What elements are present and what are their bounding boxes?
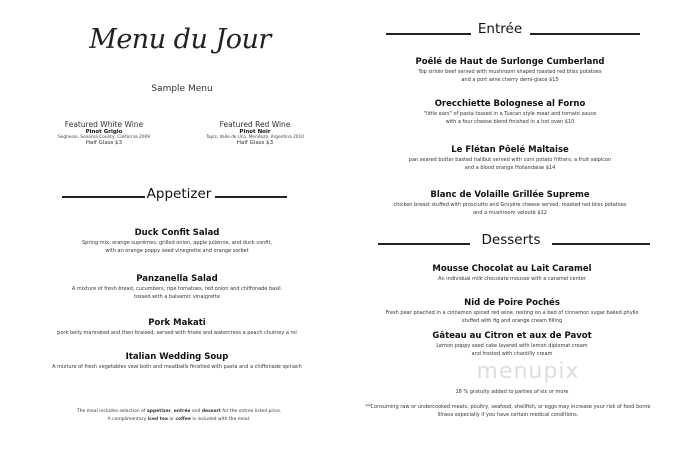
text: A complimentary: [107, 417, 148, 422]
item-name: Gâteau au Citron et aux de Pavot: [432, 331, 592, 341]
menu-item: [432, 264, 591, 283]
item-name: Le Flétan Pôelé Maltaise: [451, 145, 569, 155]
item-name: Duck Confit Salad: [134, 228, 220, 238]
item-desc: A mixture of fresh vegetables veal both and meatballs finished with pasta and a chiffonade spinach: [52, 364, 302, 370]
wine-price: Half Glass $3: [85, 140, 123, 146]
text: dessert: [201, 409, 221, 414]
item-desc: A mixture of fresh bread, cucumbers, ripe tomatoes, red onion and chiffonade basil.: [71, 286, 283, 292]
menu-item: [52, 352, 302, 371]
item-desc: chicken breast stuffed with prosciutto and Gruyère cheese served, roasted red bliss potatoes: [393, 202, 627, 208]
divider: [62, 196, 145, 198]
divider: [530, 33, 640, 35]
text: appetizer: [146, 409, 171, 414]
wine-detail: Seghesio, Sonoma County, California 2009: [58, 135, 150, 140]
divider: [386, 33, 471, 35]
item-desc: stuffed with fig and orange cream filling: [461, 318, 563, 324]
text: or: [167, 417, 176, 422]
text: The meal includes selection of: [76, 409, 147, 414]
wine-heading: Featured White Wine: [64, 120, 144, 129]
item-name: Blanc de Volaille Grillée Supreme: [430, 190, 590, 200]
red-wine: [206, 120, 304, 146]
item-name: Italian Wedding Soup: [125, 352, 229, 362]
wine-heading: Featured Red Wine: [219, 120, 291, 129]
health-warning: [366, 403, 651, 419]
warning-line: illness especially if you have certain medical conditions.: [437, 412, 579, 418]
item-desc: with an orange poppy seed vinegrette and orange sorbet: [105, 248, 249, 254]
text: for the entree listed price.: [220, 409, 282, 414]
menu-item: [416, 57, 605, 84]
menu-item: [385, 298, 638, 325]
item-desc: Top sirloin beef served with mushroom shaped roasted red bliss potatoes: [418, 69, 602, 75]
appetizer-heading: Appetizer: [146, 186, 212, 202]
menu-item: [432, 331, 591, 358]
gratuity-note: 18 % gratuity added to parties of six or more: [455, 389, 569, 395]
item-desc: and a port wine cherry demi-glace $15: [461, 77, 559, 83]
watermark: menupix: [476, 359, 580, 384]
divider: [215, 196, 287, 198]
menu-item: [409, 145, 611, 172]
wine-name: Pinot Noir: [239, 129, 271, 135]
meal-info: [77, 408, 281, 424]
item-desc: Fresh pear poached in a cinnamon spiced red wine, resting on a bed of cinnamon sugar baked phyllo: [385, 310, 639, 316]
wine-name: Pinot Grigio: [85, 129, 123, 135]
item-desc: and a blood orange Hollandaise $14: [464, 165, 556, 171]
item-desc: Lemon poppy seed cake layered with lemon diplomat cream: [436, 343, 588, 349]
entree-heading: Entrée: [477, 21, 523, 37]
text: entrée: [173, 409, 191, 414]
desserts-heading: Desserts: [481, 232, 541, 248]
wine-detail: Tapiz, Valle de Uco, Mendoza, Argentina 2010: [205, 135, 305, 140]
menu-item: [82, 228, 272, 255]
item-desc: An individual milk chocolate mousse with a caramel center: [438, 276, 586, 282]
divider: [552, 243, 650, 245]
item-name: Mousse Chocolat au Lait Caramel: [432, 264, 592, 274]
item-desc: and a mushroom velouté $12: [473, 210, 547, 216]
menu-item: [57, 318, 297, 337]
text: iced tea: [147, 417, 168, 422]
warning-line: **Consuming raw or undercooked meats, poultry, seafood, shellfish, or eggs may increase your risk of food borne: [365, 404, 651, 410]
item-desc: pan seared butter basted halibut served with corn potato fritters, a fruit salpicon: [408, 157, 612, 163]
text: coffee: [175, 417, 191, 422]
menu-item: [393, 190, 626, 217]
text: is included with the meal.: [190, 417, 251, 422]
menu-item: [424, 99, 596, 126]
item-name: Orecchiette Bolognese al Forno: [434, 99, 586, 109]
item-name: Nid de Poire Pochés: [464, 298, 560, 308]
item-desc: with a four cheese blend finished in a hot oven $10: [445, 119, 575, 125]
item-name: Poêlé de Haut de Surlonge Cumberland: [415, 57, 605, 67]
menu-subtitle: Sample Menu: [151, 84, 213, 94]
item-desc: pork belly marinated and then braised, served with frisée and watercress a peach chutney a mi: [57, 330, 297, 336]
text: and: [190, 409, 202, 414]
wine-price: Half Glass $3: [236, 140, 274, 146]
text: ,: [170, 409, 174, 414]
item-desc: tossed with a balsamic vinaigrette: [134, 294, 220, 300]
item-desc: "little ears" of pasta tossed in a Tuscan style meat and tomato sauce: [423, 111, 597, 117]
item-desc: Spring mix, orange suprêmes, grilled onion, apple julienne, and duck confit,: [82, 240, 272, 246]
divider: [378, 243, 470, 245]
item-name: Panzanella Salad: [136, 274, 218, 284]
white-wine: [58, 120, 150, 146]
menu-title: Menu du Jour: [89, 24, 271, 55]
menu-item: [72, 274, 282, 301]
item-desc: and frosted with chantilly cream: [471, 351, 553, 357]
item-name: Pork Makati: [148, 318, 206, 328]
